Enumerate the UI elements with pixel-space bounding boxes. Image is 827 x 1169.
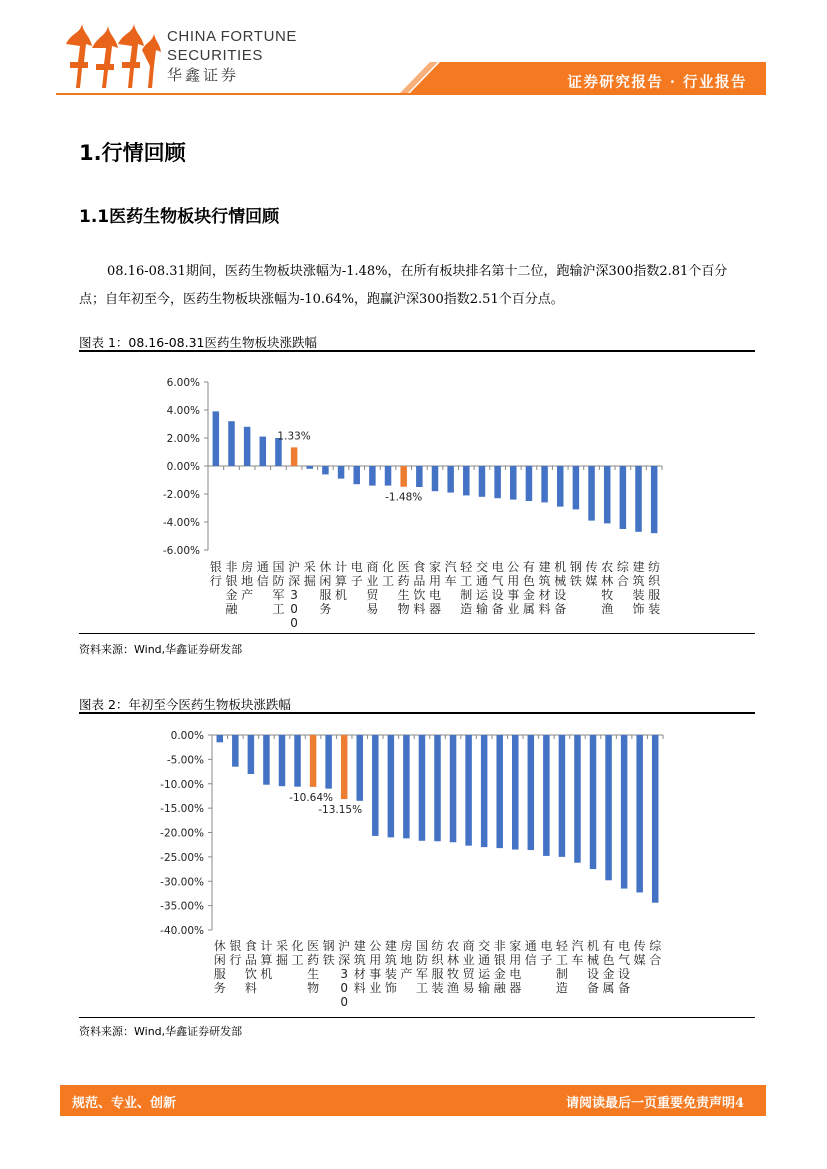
y-tick-label: 0.00%: [170, 730, 204, 742]
subsection-title: 1.1医药生物板块行情回顾: [79, 207, 280, 227]
bar-公用事业: [510, 466, 517, 500]
x-tick-label: 沪深 3 0 0: [288, 560, 301, 630]
x-tick-label: 医药生物: [397, 560, 410, 616]
x-tick-label: 非银金融: [225, 560, 238, 616]
bar-银行: [232, 735, 239, 767]
x-tick-label: 传媒: [585, 560, 598, 588]
figure-2-bottom-rule: [79, 1017, 755, 1018]
x-tick-label: 银行: [229, 939, 242, 967]
x-tick-label: 建筑材料: [538, 560, 551, 616]
bar-食品饮料: [416, 466, 423, 487]
data-label-沪深300: -13.15%: [318, 804, 363, 817]
x-tick-label: 商业贸易: [462, 939, 475, 995]
bar-钢铁: [573, 466, 580, 509]
y-tick-label: -35.00%: [160, 900, 204, 913]
x-tick-label: 农林牧渔: [601, 560, 614, 616]
y-tick-label: -2.00%: [162, 489, 200, 501]
y-tick-label: -20.00%: [160, 827, 204, 840]
x-tick-label: 钢铁: [322, 939, 335, 967]
brand-english-line-1: CHINA FORTUNE: [167, 28, 298, 45]
data-label-沪深300: 1.33%: [277, 430, 311, 443]
x-tick-label: 电气设备: [618, 939, 631, 995]
bar-传媒: [636, 735, 643, 892]
x-tick-label: 钢铁: [569, 560, 582, 588]
y-tick-label: -10.00%: [160, 778, 204, 791]
bar-钢铁: [325, 735, 332, 789]
bar-化工: [385, 466, 392, 486]
y-tick-label: -30.00%: [160, 876, 204, 889]
x-tick-label: 纺织服装: [431, 939, 444, 995]
bar-轻工制造: [463, 466, 470, 495]
x-tick-label: 电子: [540, 939, 553, 967]
bar-纺织服装: [434, 735, 441, 841]
x-tick-label: 汽车: [571, 939, 584, 967]
bar-机械设备: [557, 466, 564, 507]
bar-食品饮料: [248, 735, 255, 774]
footer-disclaimer: 请阅读最后一页重要免责声明4: [565, 1096, 744, 1111]
figure-1-source: 资料来源：Wind,华鑫证券研发部: [79, 643, 243, 656]
bar-建筑材料: [356, 735, 363, 801]
y-tick-label: 6.00%: [166, 377, 200, 389]
x-tick-label: 轻工制造: [460, 560, 473, 616]
bar-商业贸易: [465, 735, 472, 846]
bar-传媒: [588, 466, 595, 521]
bar-房地产: [244, 427, 251, 466]
y-tick-label: -4.00%: [162, 517, 200, 529]
y-tick-label: -6.00%: [162, 545, 200, 557]
bar-商业贸易: [369, 466, 376, 486]
bar-电气设备: [621, 735, 628, 889]
bar-计算机: [263, 735, 270, 785]
x-tick-label: 沪深 3 0 0: [338, 939, 351, 1009]
bar-有色金属: [605, 735, 612, 880]
header-rule: [56, 93, 766, 95]
x-tick-label: 交通运输: [478, 939, 491, 995]
company-logo: [62, 22, 162, 88]
bar-综合: [620, 466, 627, 529]
bar-建筑材料: [541, 466, 548, 502]
bar-非银金融: [228, 421, 235, 466]
figure-2-source: 资料来源：Wind,华鑫证券研发部: [79, 1025, 243, 1038]
x-tick-label: 通信: [524, 939, 537, 967]
footer-band: [60, 1085, 766, 1116]
bar-家用电器: [432, 466, 439, 491]
bar-纺织服装: [651, 466, 658, 533]
x-tick-label: 机械设备: [554, 560, 567, 616]
figure-1-title: 图表 1：08.16-08.31医药生物板块涨跌幅: [79, 335, 318, 350]
figure-1-top-rule: [79, 350, 755, 352]
bar-公用事业: [372, 735, 379, 836]
bar-电子: [353, 466, 360, 484]
x-tick-label: 有色金属: [602, 939, 615, 995]
x-tick-label: 交通运输: [475, 560, 488, 616]
x-tick-label: 采掘: [303, 560, 316, 588]
bar-轻工制造: [559, 735, 566, 857]
brand-english-line-2: SECURITIES: [167, 47, 264, 64]
x-tick-label: 计算机: [260, 939, 273, 981]
brand-name: [167, 27, 297, 85]
bar-农林牧渔: [450, 735, 457, 842]
x-tick-label: 家用电器: [428, 560, 442, 616]
y-tick-label: -15.00%: [160, 803, 204, 816]
x-tick-label: 公用事业: [507, 560, 520, 616]
figure-2-chart: [79, 715, 755, 1015]
bar-家用电器: [512, 735, 519, 850]
y-tick-label: 0.00%: [166, 461, 200, 473]
x-tick-label: 房地产: [400, 939, 413, 981]
x-tick-label: 综合: [616, 560, 629, 588]
figure-1-chart: [79, 353, 755, 633]
footer-slogan: 规范、专业、创新: [72, 1096, 177, 1111]
bar-化工: [294, 735, 301, 787]
bar-非银金融: [496, 735, 503, 848]
x-tick-label: 机械设备: [587, 939, 600, 995]
y-tick-label: 4.00%: [166, 405, 200, 417]
x-tick-label: 计算机: [335, 560, 348, 602]
x-tick-label: 休闲服务: [319, 560, 332, 616]
y-tick-label: -25.00%: [160, 851, 204, 864]
x-tick-label: 采掘: [275, 939, 288, 967]
x-tick-label: 食品饮料: [244, 939, 257, 995]
x-tick-label: 医药生物: [307, 939, 320, 995]
bar-休闲服务: [217, 735, 224, 742]
x-tick-label: 建筑装饰: [632, 560, 645, 616]
bar-交通运输: [479, 466, 486, 497]
bar-农林牧渔: [604, 466, 611, 523]
bar-通信: [528, 735, 535, 850]
y-tick-label: -5.00%: [166, 754, 204, 767]
x-tick-label: 国防军工: [272, 560, 285, 616]
y-tick-label: -40.00%: [160, 925, 204, 937]
x-tick-label: 国防军工: [415, 939, 428, 995]
x-tick-label: 食品饮料: [413, 560, 426, 616]
x-tick-label: 纺织服装: [648, 560, 661, 616]
x-tick-label: 房地产: [241, 560, 254, 602]
bar-医药生物: [400, 466, 407, 487]
bar-医药生物: [310, 735, 317, 787]
bar-采掘: [307, 466, 314, 469]
x-tick-label: 商业贸易: [366, 560, 379, 616]
x-tick-label: 汽车: [444, 560, 457, 588]
x-tick-label: 农林牧渔: [447, 939, 460, 995]
brand-chinese: 华鑫证券: [167, 66, 240, 84]
bar-建筑装饰: [635, 466, 642, 532]
x-tick-label: 传媒: [633, 939, 646, 967]
bar-采掘: [279, 735, 286, 786]
bar-房地产: [403, 735, 410, 838]
bar-银行: [213, 411, 220, 466]
bar-汽车: [447, 466, 454, 493]
bar-沪深300: [291, 447, 298, 466]
bar-机械设备: [590, 735, 597, 869]
x-tick-label: 银行: [209, 560, 222, 588]
figure-1-bottom-rule: [79, 633, 755, 634]
x-tick-label: 电气设备: [491, 560, 504, 616]
bar-电气设备: [494, 466, 501, 498]
x-tick-label: 建筑材料: [353, 939, 366, 995]
report-type-label: 证券研究报告 · 行业报告: [567, 74, 747, 91]
bar-国防军工: [419, 735, 426, 841]
bar-休闲服务: [322, 466, 329, 474]
bar-建筑装饰: [388, 735, 395, 837]
section-title: 1.行情回顾: [79, 141, 186, 165]
figure-2-title: 图表 2：年初至今医药生物板块涨跌幅: [79, 697, 291, 712]
x-tick-label: 公用事业: [369, 939, 382, 995]
figure-2-top-rule: [79, 712, 755, 714]
data-label-医药生物: -1.48%: [385, 491, 423, 504]
bar-沪深300: [341, 735, 348, 799]
x-tick-label: 通信: [256, 560, 269, 588]
x-tick-label: 家用电器: [509, 939, 522, 995]
bar-通信: [260, 437, 267, 466]
x-tick-label: 电子: [350, 560, 363, 588]
bar-电子: [543, 735, 550, 856]
summary-paragraph: 08.16-08.31期间，医药生物板块涨幅为-1.48%，在所有板块排名第十二位，跑输沪深300指数2.81个百分点；自年初至今，医药生物板块涨幅为-10.64%，跑赢沪深300指数2.51个百分点。: [79, 264, 728, 307]
x-tick-label: 化工: [382, 560, 395, 588]
x-tick-label: 休闲服务: [213, 939, 226, 995]
bar-综合: [652, 735, 659, 903]
x-tick-label: 轻工制造: [555, 939, 568, 995]
x-tick-label: 非银金融: [493, 939, 506, 995]
x-tick-label: 有色金属: [522, 560, 535, 616]
bar-计算机: [338, 466, 345, 479]
x-tick-label: 综合: [649, 939, 662, 967]
bar-有色金属: [526, 466, 533, 501]
x-tick-label: 建筑装饰: [384, 939, 397, 995]
bar-汽车: [574, 735, 581, 863]
y-tick-label: 2.00%: [166, 433, 200, 445]
x-tick-label: 化工: [291, 939, 304, 967]
data-label-医药生物: -10.64%: [289, 791, 334, 804]
bar-交通运输: [481, 735, 488, 847]
